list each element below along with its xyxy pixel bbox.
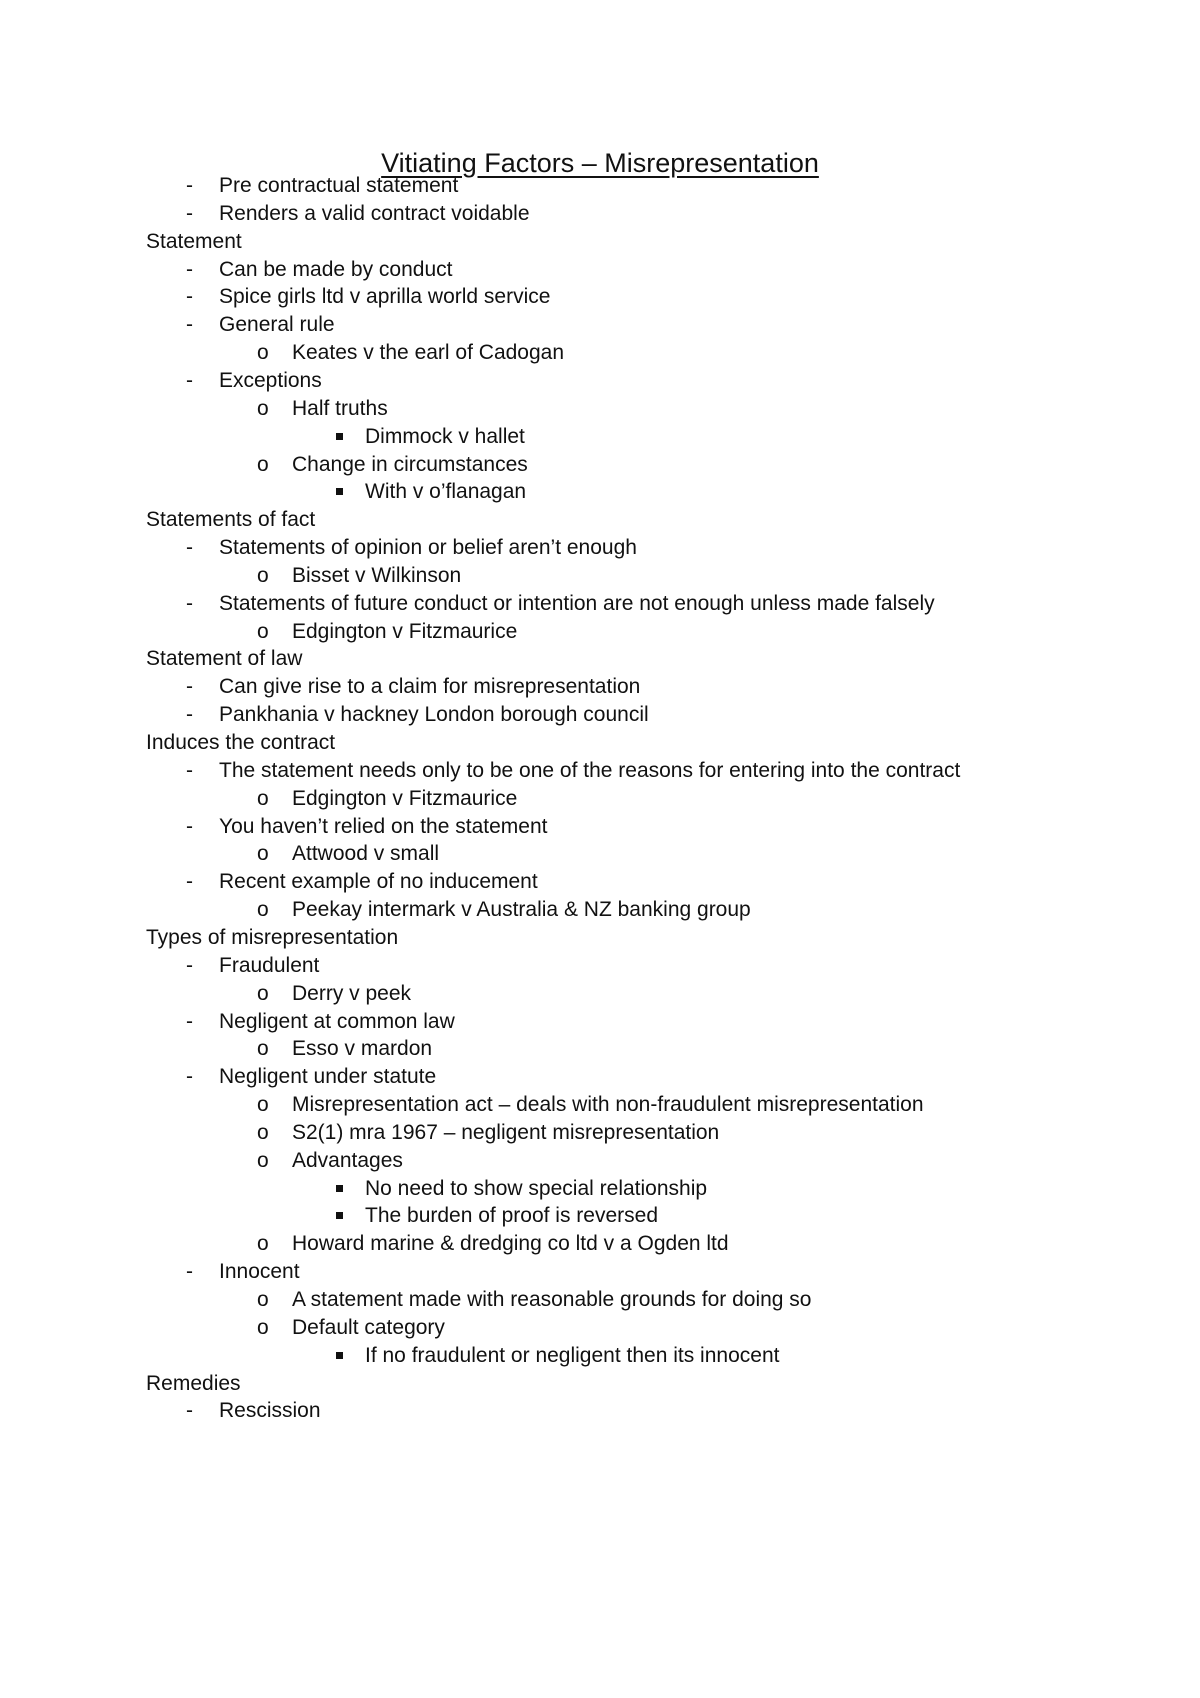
dash-bullet: - bbox=[186, 1260, 193, 1284]
dash-bullet: - bbox=[186, 1065, 193, 1089]
section-heading: Induces the contract bbox=[146, 731, 336, 754]
circle-bullet: o bbox=[257, 563, 269, 587]
list-item: If no fraudulent or negligent then its innocent bbox=[365, 1343, 780, 1367]
list-item: Bisset v Wilkinson bbox=[292, 563, 462, 587]
list-item: Esso v mardon bbox=[292, 1037, 433, 1061]
circle-bullet: o bbox=[257, 1232, 269, 1256]
dash-bullet: - bbox=[186, 703, 193, 727]
list-item: Misrepresentation act – deals with non-fraudulent misrepresentation bbox=[292, 1093, 924, 1117]
list-item: Statements of future conduct or intention are not enough unless made falsely bbox=[219, 591, 935, 615]
circle-bullet: o bbox=[257, 341, 269, 365]
dash-bullet: - bbox=[186, 285, 193, 309]
list-item: Exceptions bbox=[219, 368, 322, 392]
list-item: Spice girls ltd v aprilla world service bbox=[219, 285, 551, 309]
list-item: With v o’flanagan bbox=[365, 480, 527, 504]
document-title: Vitiating Factors – Misrepresentation bbox=[381, 148, 819, 178]
list-item: Change in circumstances bbox=[292, 452, 528, 476]
circle-bullet: o bbox=[257, 981, 269, 1005]
list-item: Edgington v Fitzmaurice bbox=[292, 619, 518, 643]
list-item: No need to show special relationship bbox=[365, 1176, 708, 1200]
list-item: Peekay intermark v Australia & NZ banking group bbox=[292, 898, 751, 922]
list-item: Edgington v Fitzmaurice bbox=[292, 786, 518, 810]
dash-bullet: - bbox=[186, 201, 193, 225]
list-item: Keates v the earl of Cadogan bbox=[292, 341, 565, 365]
circle-bullet: o bbox=[257, 1037, 269, 1061]
circle-bullet: o bbox=[257, 452, 269, 476]
list-item: Dimmock v hallet bbox=[365, 424, 525, 448]
list-item: Negligent under statute bbox=[219, 1065, 437, 1089]
section-heading: Remedies bbox=[146, 1371, 241, 1395]
circle-bullet: o bbox=[257, 1148, 269, 1172]
list-item: Howard marine & dredging co ltd v a Ogden ltd bbox=[292, 1232, 729, 1256]
list-item: Can give rise to a claim for misrepresentation bbox=[219, 675, 641, 699]
list-item: The statement needs only to be one of the reasons for entering into the contract bbox=[219, 758, 961, 782]
dash-bullet: - bbox=[186, 368, 193, 392]
list-item: Pankhania v hackney London borough council bbox=[219, 703, 649, 727]
list-item: Recent example of no inducement bbox=[219, 870, 538, 894]
circle-bullet: o bbox=[257, 842, 269, 866]
list-item: Attwood v small bbox=[292, 842, 440, 866]
square-bullet-icon bbox=[336, 433, 343, 440]
circle-bullet: o bbox=[257, 786, 269, 810]
list-item: Statements of opinion or belief aren’t enough bbox=[219, 536, 637, 560]
circle-bullet: o bbox=[257, 1093, 269, 1117]
list-item: Default category bbox=[292, 1315, 445, 1339]
circle-bullet: o bbox=[257, 396, 269, 420]
dash-bullet: - bbox=[186, 870, 193, 894]
dash-bullet: - bbox=[186, 675, 193, 699]
list-item: S2(1) mra 1967 – negligent misrepresentation bbox=[292, 1120, 720, 1144]
list-item: Innocent bbox=[219, 1260, 300, 1284]
list-item: Fraudulent bbox=[219, 953, 320, 977]
dash-bullet: - bbox=[186, 536, 193, 560]
square-bullet-icon bbox=[336, 1212, 343, 1219]
list-item: Renders a valid contract voidable bbox=[219, 201, 530, 225]
dash-bullet: - bbox=[186, 758, 193, 782]
circle-bullet: o bbox=[257, 1288, 269, 1311]
section-heading: Statements of fact bbox=[146, 508, 316, 532]
list-item: Half truths bbox=[292, 396, 388, 420]
dash-bullet: - bbox=[186, 174, 193, 197]
section-heading: Statement bbox=[146, 229, 242, 253]
list-item: Derry v peek bbox=[292, 981, 412, 1005]
dash-bullet: - bbox=[186, 313, 193, 337]
list-item: Advantages bbox=[292, 1148, 403, 1172]
list-item: General rule bbox=[219, 313, 335, 337]
circle-bullet: o bbox=[257, 619, 269, 643]
list-item: Pre contractual statement bbox=[219, 174, 459, 197]
dash-bullet: - bbox=[186, 1009, 193, 1033]
dash-bullet: - bbox=[186, 591, 193, 615]
dash-bullet: - bbox=[186, 814, 193, 838]
circle-bullet: o bbox=[257, 898, 269, 922]
square-bullet-icon bbox=[336, 488, 343, 495]
list-item: Can be made by conduct bbox=[219, 257, 453, 281]
square-bullet-icon bbox=[336, 1352, 343, 1359]
section-heading: Statement of law bbox=[146, 647, 303, 671]
list-item: Rescission bbox=[219, 1399, 321, 1423]
list-item: Negligent at common law bbox=[219, 1009, 455, 1033]
circle-bullet: o bbox=[257, 1120, 269, 1144]
circle-bullet: o bbox=[257, 1315, 269, 1339]
section-heading: Types of misrepresentation bbox=[146, 925, 399, 949]
list-item: The burden of proof is reversed bbox=[365, 1204, 658, 1228]
list-item: A statement made with reasonable grounds for doing so bbox=[292, 1288, 812, 1311]
list-item: You haven’t relied on the statement bbox=[219, 814, 548, 838]
dash-bullet: - bbox=[186, 1399, 193, 1423]
dash-bullet: - bbox=[186, 257, 193, 281]
dash-bullet: - bbox=[186, 953, 193, 977]
square-bullet-icon bbox=[336, 1185, 343, 1192]
